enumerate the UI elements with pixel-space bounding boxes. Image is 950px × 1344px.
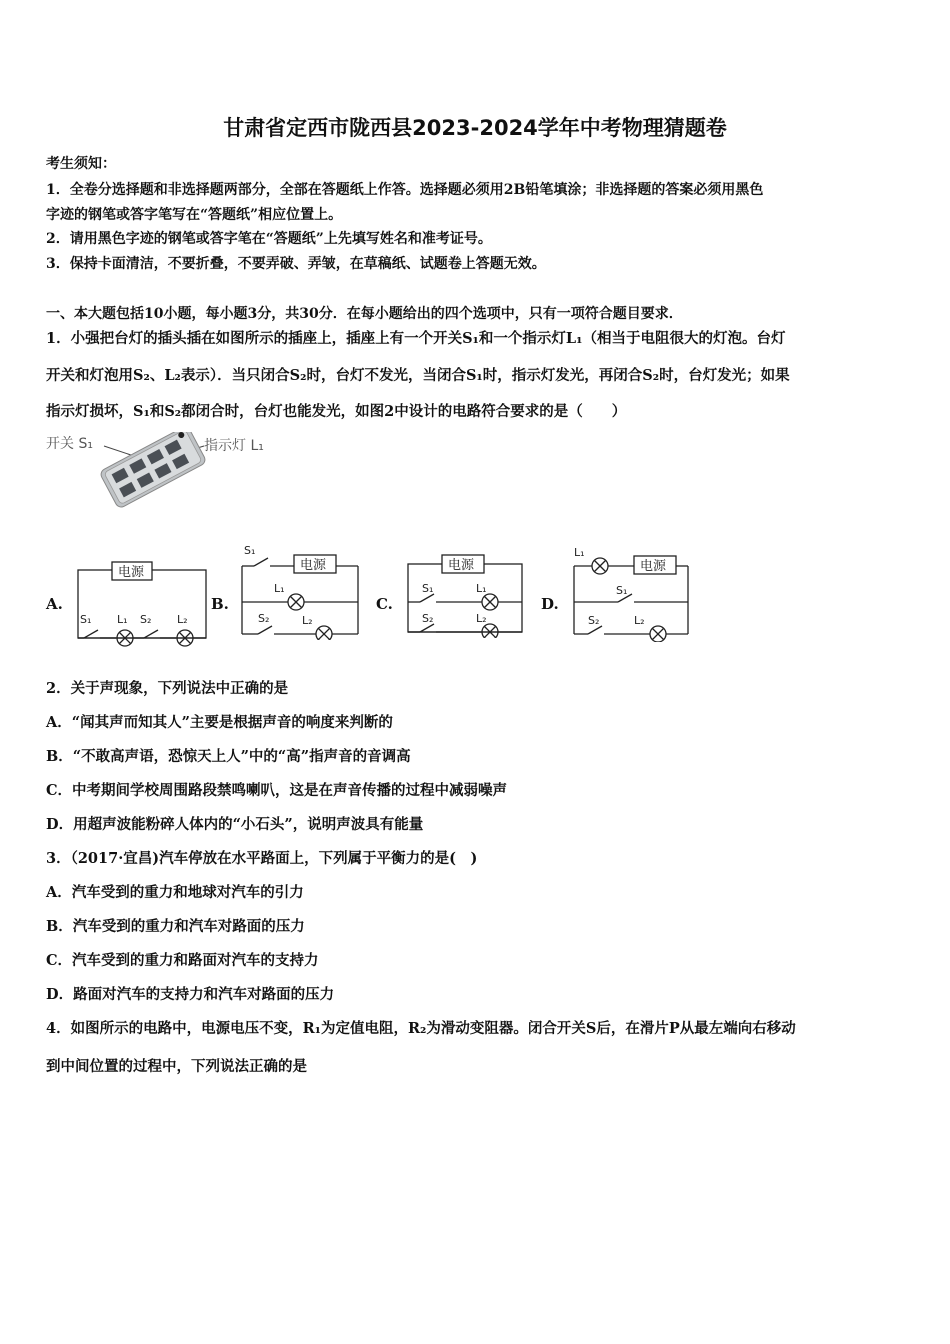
svg-text:S₂: S₂ — [140, 613, 152, 626]
question-2-option: B．“不敢高声语，恐惊天上人”中的“高”指声音的音调高 — [46, 748, 411, 765]
notice-item: 1．全卷分选择题和非选择题两部分，全部在答题纸上作答。选择题必须用2B铅笔填涂；非选择题的答案必须用黑色 — [46, 182, 764, 198]
svg-text:L₂: L₂ — [634, 614, 645, 627]
notice-heading: 考生须知： — [46, 156, 116, 172]
page-title: 甘肃省定西市陇西县2023-2024学年中考物理猜题卷 — [223, 116, 727, 140]
socket-switch-label: 开关 S₁ — [46, 436, 93, 452]
socket-lamp-label: 指示灯 L₁ — [204, 438, 264, 454]
svg-text:电源: 电源 — [300, 558, 327, 573]
socket-figure — [44, 432, 284, 522]
question-3-option: B．汽车受到的重力和汽车对路面的压力 — [46, 918, 305, 935]
option-b-label: B. — [211, 595, 229, 613]
section-heading: 一、本大题包括10小题，每小题3分，共30分．在每小题给出的四个选项中，只有一项符合题目要求． — [46, 306, 683, 322]
question-3-option: C．汽车受到的重力和路面对汽车的支持力 — [46, 952, 319, 969]
circuit-b — [234, 540, 364, 640]
svg-text:S₁: S₁ — [616, 584, 628, 597]
question-2-option: C．中考期间学校周围路段禁鸣喇叭，这是在声音传播的过程中减弱噪声 — [46, 782, 508, 799]
svg-text:S₂: S₂ — [588, 614, 600, 627]
question-1-line: 开关和灯泡用S₂、L₂表示）．当只闭合S₂时，台灯不发光，当闭合S₁时，指示灯发光，再闭合S₂时，台灯发光；如果 — [46, 367, 790, 384]
question-2-option: A．“闻其声而知其人”主要是根据声音的响度来判断的 — [46, 714, 393, 731]
question-3-stem: 3．（2017·宜昌)汽车停放在水平路面上，下列属于平衡力的是( ) — [46, 850, 478, 867]
option-a-label: A. — [46, 595, 63, 613]
svg-text:L₁: L₁ — [476, 582, 487, 595]
question-2-stem: 2．关于声现象，下列说法中正确的是 — [46, 680, 289, 697]
svg-text:S₂: S₂ — [258, 612, 270, 625]
circuit-c — [400, 548, 530, 638]
circuit-a — [70, 555, 212, 647]
svg-text:L₂: L₂ — [476, 612, 487, 625]
option-d-label: D. — [541, 595, 559, 613]
svg-text:电源: 电源 — [448, 558, 475, 573]
question-4-line: 4．如图所示的电路中，电源电压不变，R₁为定值电阻，R₂为滑动变阻器。闭合开关S后，在滑片P从最左端向右移动 — [46, 1020, 796, 1037]
svg-text:L₁: L₁ — [574, 546, 585, 559]
svg-text:L₁: L₁ — [274, 582, 285, 595]
svg-text:电源: 电源 — [640, 559, 667, 574]
notice-item: 字迹的钢笔或答字笔写在“答题纸”相应位置上。 — [46, 207, 343, 223]
svg-text:电源: 电源 — [118, 565, 145, 580]
question-3-option: D．路面对汽车的支持力和汽车对路面的压力 — [46, 986, 335, 1003]
power-strip — [99, 432, 207, 509]
question-4-line: 到中间位置的过程中，下列说法正确的是 — [46, 1058, 307, 1075]
question-1-line: 1．小强把台灯的插头插在如图所示的插座上，插座上有一个开关S₁和一个指示灯L₁（相当于电阻很大的灯泡。台灯 — [46, 330, 786, 347]
option-c-label: C. — [376, 595, 393, 613]
circuit-d — [566, 542, 696, 642]
svg-text:S₁: S₁ — [244, 544, 256, 557]
svg-text:L₁: L₁ — [117, 613, 128, 626]
question-1-line: 指示灯损坏，S₁和S₂都闭合时，台灯也能发光，如图2中设计的电路符合要求的是（ ） — [46, 403, 627, 420]
question-3-option: A．汽车受到的重力和地球对汽车的引力 — [46, 884, 304, 901]
notice-item: 2．请用黑色字迹的钢笔或答字笔在“答题纸”上先填写姓名和准考证号。 — [46, 231, 492, 247]
svg-text:S₁: S₁ — [422, 582, 434, 595]
svg-text:S₂: S₂ — [422, 612, 434, 625]
notice-item: 3．保持卡面清洁，不要折叠，不要弄破、弄皱，在草稿纸、试题卷上答题无效。 — [46, 256, 546, 272]
svg-text:S₁: S₁ — [80, 613, 92, 626]
question-2-option: D．用超声波能粉碎人体内的“小石头”，说明声波具有能量 — [46, 816, 424, 833]
svg-text:L₂: L₂ — [302, 614, 313, 627]
svg-text:L₂: L₂ — [177, 613, 188, 626]
